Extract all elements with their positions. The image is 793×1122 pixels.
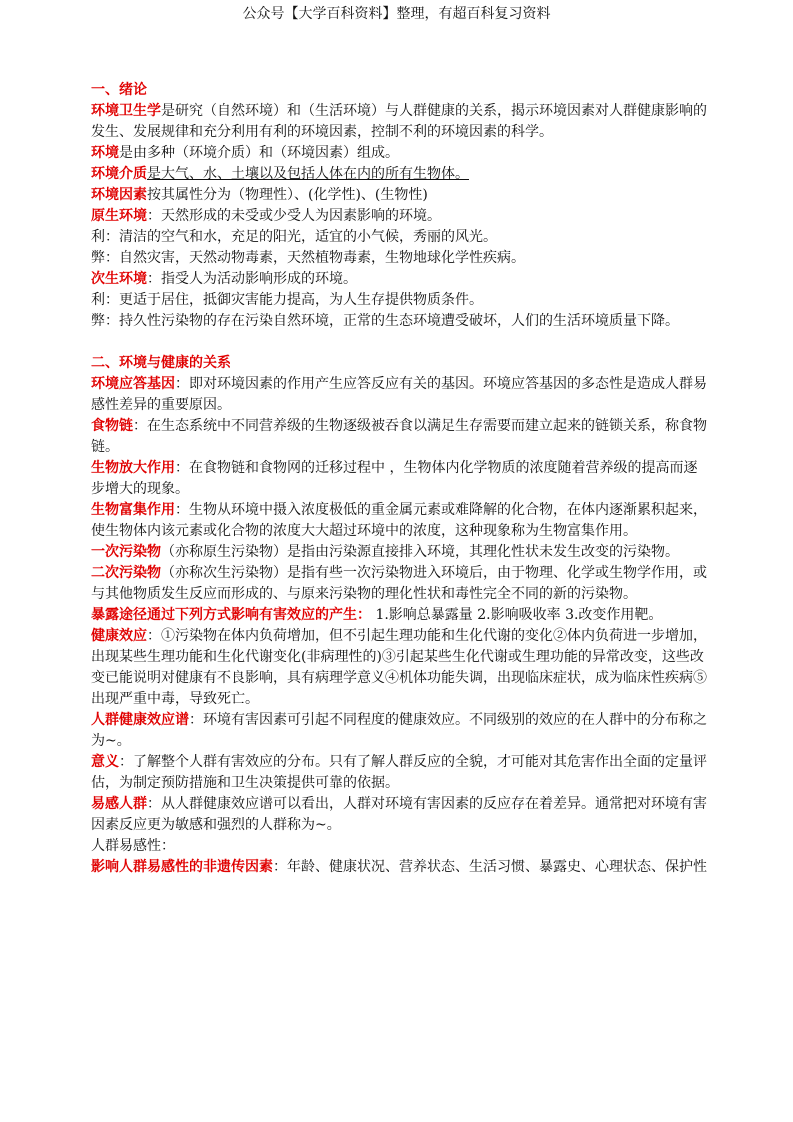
paragraph (91, 143, 711, 164)
paragraph (91, 185, 711, 206)
paragraph-text: ：从人群健康效应谱可以看出，人群对环境有害因素的反应存在着差异。通常把对环境有害因素反应更为敏感和强烈的人群称为~。 (91, 796, 707, 833)
section-title: 一、绪论 (91, 82, 147, 98)
paragraph-text: ：即对环境因素的作用产生应答反应有关的基因。环境应答基因的多态性是造成人群易感性差异的重要原因。 (91, 376, 707, 413)
paragraph (91, 458, 711, 500)
paragraph (91, 290, 711, 311)
paragraph-text: ：环境有害因素可引起不同程度的健康效应。不同级别的效应的在人群中的分布称之为~。 (91, 712, 707, 749)
term: 原生环境 (91, 208, 147, 224)
paragraph-text: （亦称次生污染物）是指有些一次污染物进入环境后，由于物理、化学或生物学作用，或与其他物质发生反应而形成的、与原来污染物的理化性状和毒性完全不同的新的污染物。 (91, 565, 707, 602)
term: 环境应答基因 (91, 376, 175, 392)
term: 次生环境 (91, 271, 147, 287)
paragraph (91, 227, 711, 248)
paragraph (91, 248, 711, 269)
term: 健康效应 (91, 628, 147, 644)
paragraph (91, 500, 711, 542)
paragraph-text: 弊：持久性污染物的存在污染自然环境，正常的生态环境遭受破坏，人们的生活环境质量下降。 (91, 313, 679, 329)
paragraph-text: 弊：自然灾害，天然动物毒素，天然植物毒素，生物地球化学性疾病。 (91, 250, 525, 266)
paragraph (91, 164, 711, 185)
paragraph (91, 269, 711, 290)
term: 生物富集作用 (91, 502, 175, 518)
paragraph-text: 利：更适于居住，抵御灾害能力提高，为人生存提供物质条件。 (91, 292, 483, 308)
document-body (91, 80, 711, 878)
page-header: 公众号【大学百科资料】整理，有超百科复习资料 (242, 6, 551, 22)
paragraph-text: ：指受人为活动影响形成的环境。 (147, 271, 357, 287)
paragraph-text: ：天然形成的未受或少受人为因素影响的环境。 (147, 208, 441, 224)
paragraph-text: ：了解整个人群有害效应的分布。只有了解人群反应的全貌，才可能对其危害作出全面的定量评估，为制定预防措施和卫生决策提供可靠的依据。 (91, 754, 707, 791)
paragraph-text: 是大气、水、土壤以及包括人体在内的所有生物体。 (147, 166, 469, 182)
term: 一次污染物 (91, 544, 161, 560)
term: 暴露途径通过下列方式影响有害效应的产生： (91, 607, 371, 623)
term: 环境因素 (91, 187, 147, 203)
paragraph-text: （亦称原生污染物）是指由污染源直接排入环境，其理化性状未发生改变的污染物。 (161, 544, 679, 560)
paragraph (91, 710, 711, 752)
paragraph (91, 374, 711, 416)
paragraph (91, 794, 711, 836)
term: 环境 (91, 145, 119, 161)
paragraph-text: ：年龄、健康状况、营养状态、生活习惯、暴露史、心理状态、保护性 (273, 859, 707, 875)
paragraph-text: 按其属性分为（物理性）、(化学性)、(生物性) (147, 187, 428, 203)
paragraph-text: 是研究（自然环境）和（生活环境）与人群健康的关系，揭示环境因素对人群健康影响的发生、发展规律和充分利用有利的环境因素，控制不利的环境因素的科学。 (91, 103, 707, 140)
paragraph (91, 857, 711, 878)
term: 意义 (91, 754, 119, 770)
paragraph (91, 542, 711, 563)
spacer (91, 332, 711, 353)
paragraph (91, 101, 711, 143)
term: 食物链 (91, 418, 133, 434)
paragraph-text: ：在生态系统中不同营养级的生物逐级被吞食以满足生存需要而建立起来的链锁关系，称食物链。 (91, 418, 707, 455)
term: 环境介质 (91, 166, 147, 182)
paragraph (91, 206, 711, 227)
paragraph (91, 752, 711, 794)
paragraph-text: ：在食物链和食物网的迁移过程中 ，生物体内化学物质的浓度随着营养级的提高而逐步增大的现象。 (91, 460, 698, 497)
term: 环境卫生学 (91, 103, 161, 119)
paragraph-text: ：①污染物在体内负荷增加，但不引起生理功能和生化代谢的变化②体内负荷进一步增加，出现某些生理功能和生化代谢变化(非病理性的)③引起某些生化代谢或生理功能的异常改变，这些改变已能说明对健康有不良影响，具有病理学意义④机体功能失调，出现临床症状，成为临床性疾病⑤出现严重中毒，导致死亡。 (91, 628, 707, 707)
term: 二次污染物 (91, 565, 161, 581)
term: 人群健康效应谱 (91, 712, 189, 728)
paragraph (91, 836, 711, 857)
paragraph-text: ：生物从环境中摄入浓度极低的重金属元素或难降解的化合物，在体内逐渐累积起来，使生物体内该元素或化合物的浓度大大超过环境中的浓度，这种现象称为生物富集作用。 (91, 502, 707, 539)
paragraph (91, 605, 711, 626)
paragraph-text: 人群易感性： (91, 838, 175, 854)
paragraph-text: 利：清洁的空气和水，充足的阳光，适宜的小气候，秀丽的风光。 (91, 229, 497, 245)
paragraph (91, 626, 711, 710)
paragraph-text: 是由多种（环境介质）和（环境因素）组成。 (119, 145, 399, 161)
paragraph (91, 563, 711, 605)
term: 影响人群易感性的非遗传因素 (91, 859, 273, 875)
section-title: 二、环境与健康的关系 (91, 355, 231, 371)
paragraph-text: 1.影响总暴露量 2.影响吸收率 3.改变作用靶。 (371, 607, 663, 623)
term: 生物放大作用 (91, 460, 175, 476)
paragraph (91, 416, 711, 458)
paragraph (91, 311, 711, 332)
term: 易感人群 (91, 796, 147, 812)
